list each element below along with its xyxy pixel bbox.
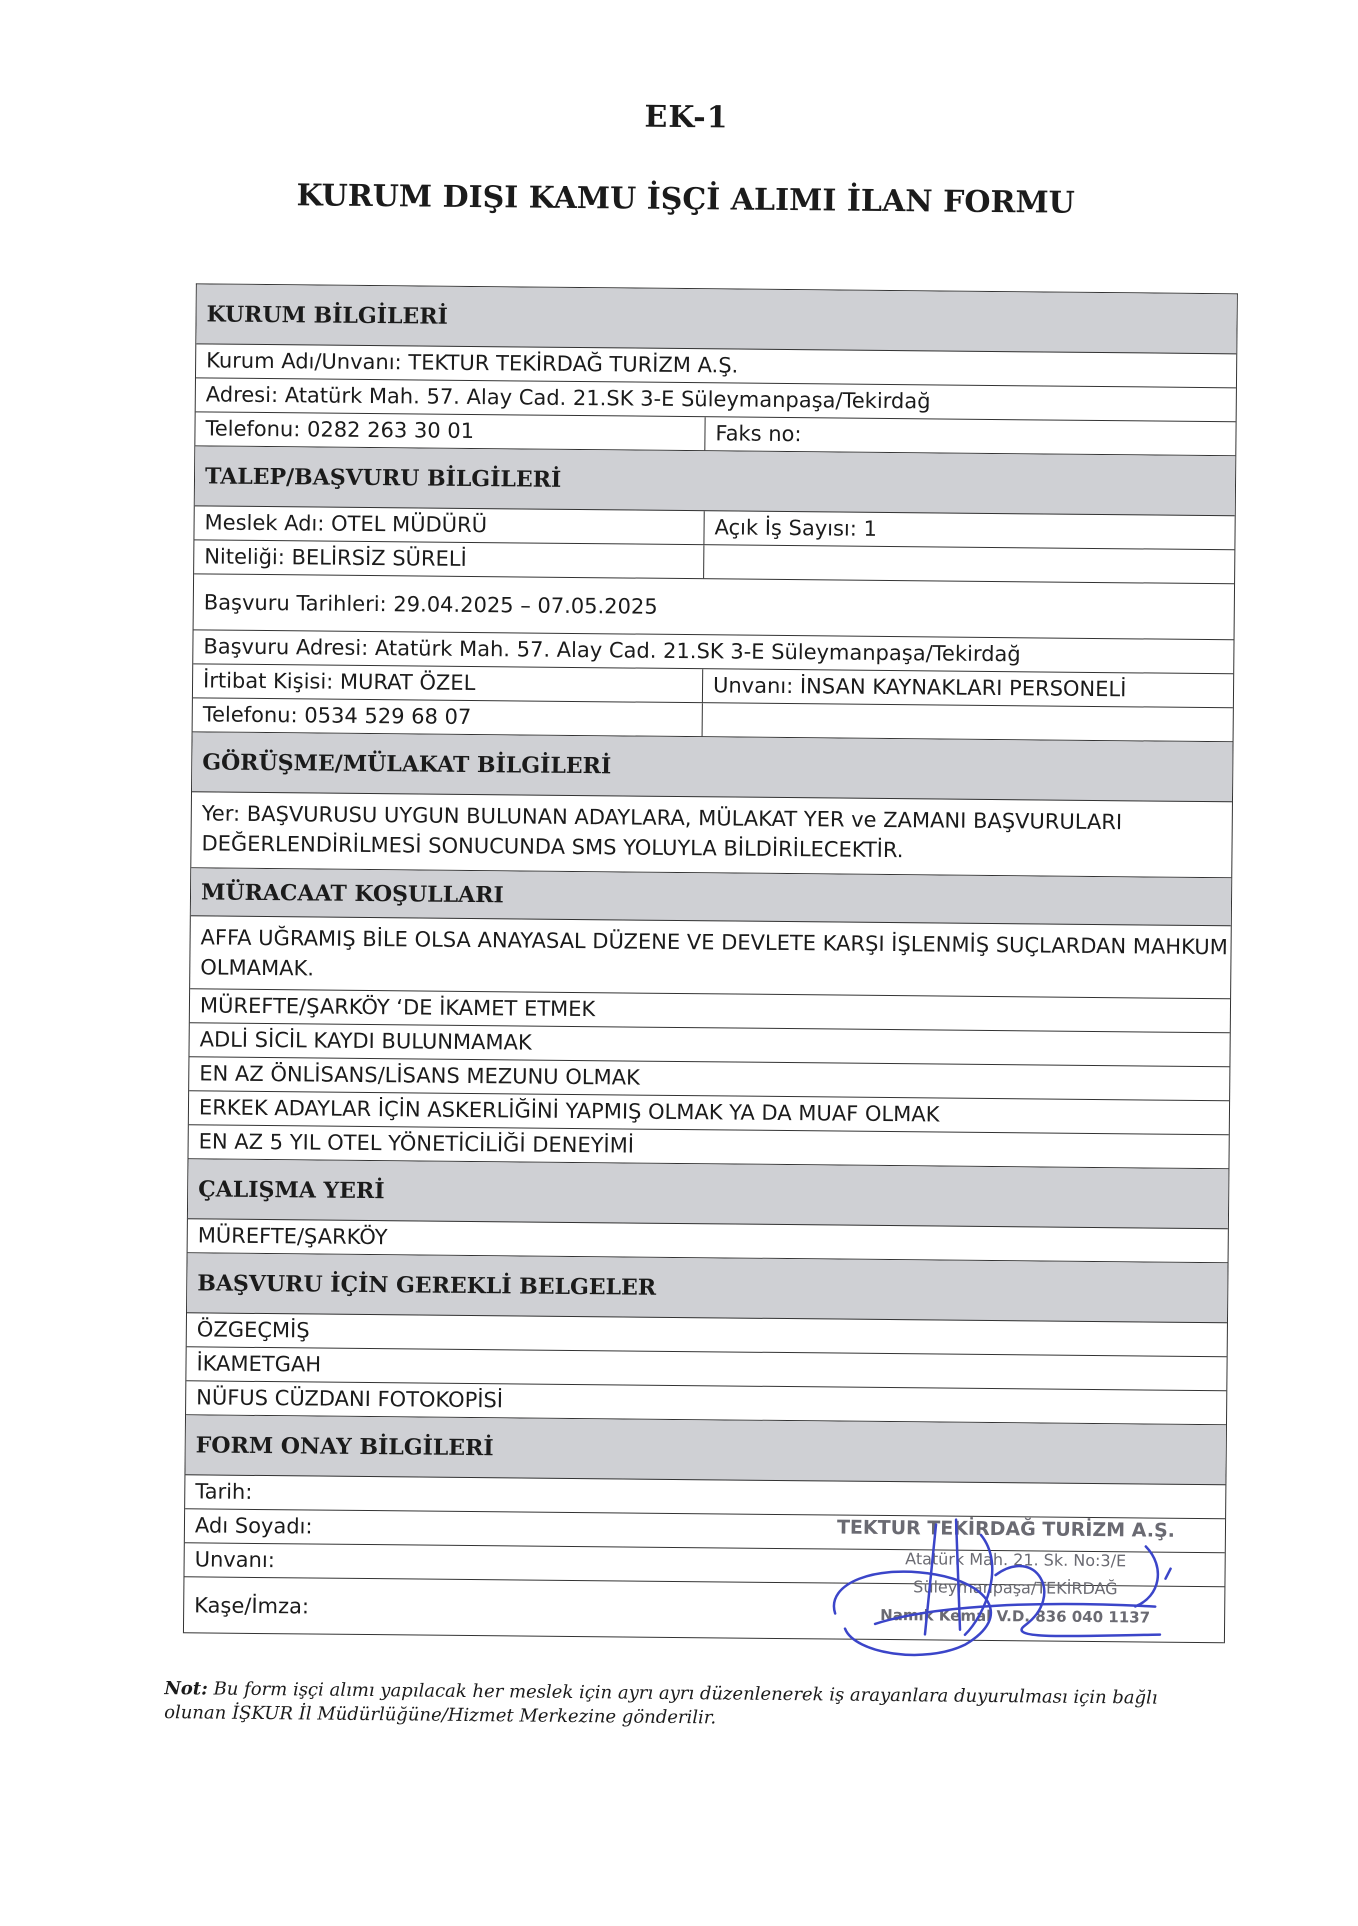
muracaat-item: EN AZ 5 YIL OTEL YÖNETİCİLİĞİ DENEYİMİ bbox=[188, 1125, 1228, 1169]
section-kurum-header: KURUM BİLGİLERİ bbox=[196, 284, 1237, 354]
footnote-text: Bu form işçi alımı yapılacak her meslek için ayrı ayrı düzenlenerek iş arayanlara duyurulması için bağlı olunan İŞKUR İl Müdürlüğüne/Hizmet Merkezine gönderilir. bbox=[164, 1678, 1158, 1729]
section-gorusme-header: GÖRÜŞME/MÜLAKAT BİLGİLERİ bbox=[192, 732, 1233, 802]
company-stamp bbox=[815, 1503, 1177, 1666]
talep-address: Başvuru Adresi: Atatürk Mah. 57. Alay Cad. 21.SK 3-E Süleymanpaşa/Tekirdağ bbox=[193, 630, 1233, 674]
talep-contact-phone: Telefonu: 0534 529 68 07 bbox=[193, 698, 703, 736]
document-item: İKAMETGAH bbox=[186, 1347, 1226, 1391]
onay-title: Unvanı: bbox=[184, 1543, 1224, 1587]
muracaat-item: ADLİ SİCİL KAYDI BULUNMAMAK bbox=[189, 1023, 1229, 1067]
talep-contact-title: Unvanı: İNSAN KAYNAKLARI PERSONELİ bbox=[712, 673, 1127, 702]
muracaat-item: AFFA UĞRAMIŞ BİLE OLSA ANAYASAL DÜZENE VE DEVLETE KARŞI İŞLENMİŞ SUÇLARDAN MAHKUM OLMAMAK. bbox=[190, 916, 1231, 999]
talep-open-positions: Açık İş Sayısı: 1 bbox=[714, 515, 878, 541]
muracaat-item: MÜREFTE/ŞARKÖY ‘DE İKAMET ETMEK bbox=[190, 989, 1230, 1033]
onay-stamp-signature: Kaşe/İmza: bbox=[184, 1577, 1224, 1643]
kurum-phone: Telefonu: 0282 263 30 01 bbox=[195, 412, 705, 450]
section-onay-header: FORM ONAY BİLGİLERİ bbox=[185, 1415, 1226, 1485]
stamp-line-3: Süleymanpaşa/TEKİRDAĞ bbox=[913, 1577, 1118, 1599]
kurum-name: Kurum Adı/Unvanı: TEKTUR TEKİRDAĞ TURİZM A.Ş. bbox=[196, 344, 1236, 388]
talep-contact: İrtibat Kişisi: MURAT ÖZEL bbox=[193, 664, 703, 702]
announcement-form bbox=[183, 283, 1238, 1643]
onay-name: Adı Soyadı: bbox=[185, 1509, 1225, 1553]
talep-phone-empty bbox=[703, 703, 1233, 741]
onay-date: Tarih: bbox=[185, 1475, 1225, 1519]
section-muracaat-header: MÜRACAAT KOŞULLARI bbox=[191, 868, 1231, 926]
talep-dates: Başvuru Tarihleri: 29.04.2025 – 07.05.2025 bbox=[194, 574, 1234, 640]
kurum-fax: Faks no: bbox=[715, 421, 802, 447]
footnote-label: Not: bbox=[164, 1678, 208, 1700]
talep-nature: Niteliği: BELİRSİZ SÜRELİ bbox=[194, 540, 704, 578]
muracaat-item: EN AZ ÖNLİSANS/LİSANS MEZUNU OLMAK bbox=[189, 1057, 1229, 1101]
document-item: NÜFUS CÜZDANI FOTOKOPİSİ bbox=[186, 1381, 1226, 1425]
gorusme-place: Yer: BAŞVURUSU UYGUN BULUNAN ADAYLARA, MÜLAKAT YER ve ZAMANI BAŞVURULARI DEĞERLENDİRİLMESİ SONUCUNDA SMS YOLUYLA BİLDİRİLECEKTİR. bbox=[191, 792, 1232, 878]
section-talep-header: TALEP/BAŞVURU BİLGİLERİ bbox=[195, 446, 1236, 516]
page-title: KURUM DIŞI KAMU İŞÇİ ALIMI İLAN FORMU bbox=[296, 178, 1075, 221]
document-item: ÖZGEÇMİŞ bbox=[187, 1313, 1227, 1357]
section-belgeler-header: BAŞVURU İÇİN GEREKLİ BELGELER bbox=[187, 1253, 1228, 1323]
calisma-place: MÜREFTE/ŞARKÖY bbox=[188, 1219, 1228, 1263]
section-calisma-header: ÇALIŞMA YERİ bbox=[188, 1159, 1229, 1229]
stamp-line-4: Namık Kemal V.D. 836 040 1137 bbox=[880, 1605, 1151, 1627]
talep-profession: Meslek Adı: OTEL MÜDÜRÜ bbox=[194, 506, 704, 544]
stamp-line-1: TEKTUR TEKİRDAĞ TURİZM A.Ş. bbox=[836, 1516, 1176, 1542]
stamp-line-2: Atatürk Mah. 21. Sk. No:3/E bbox=[905, 1549, 1127, 1571]
muracaat-item: ERKEK ADAYLAR İÇİN ASKERLİĞİNİ YAPMIŞ OLMAK YA DA MUAF OLMAK bbox=[189, 1091, 1229, 1135]
footnote bbox=[164, 1677, 1224, 1735]
annex-label: EK-1 bbox=[644, 99, 729, 136]
kurum-address: Adresi: Atatürk Mah. 57. Alay Cad. 21.SK 3-E Süleymanpaşa/Tekirdağ bbox=[196, 378, 1236, 422]
talep-nature-empty bbox=[704, 545, 1234, 583]
